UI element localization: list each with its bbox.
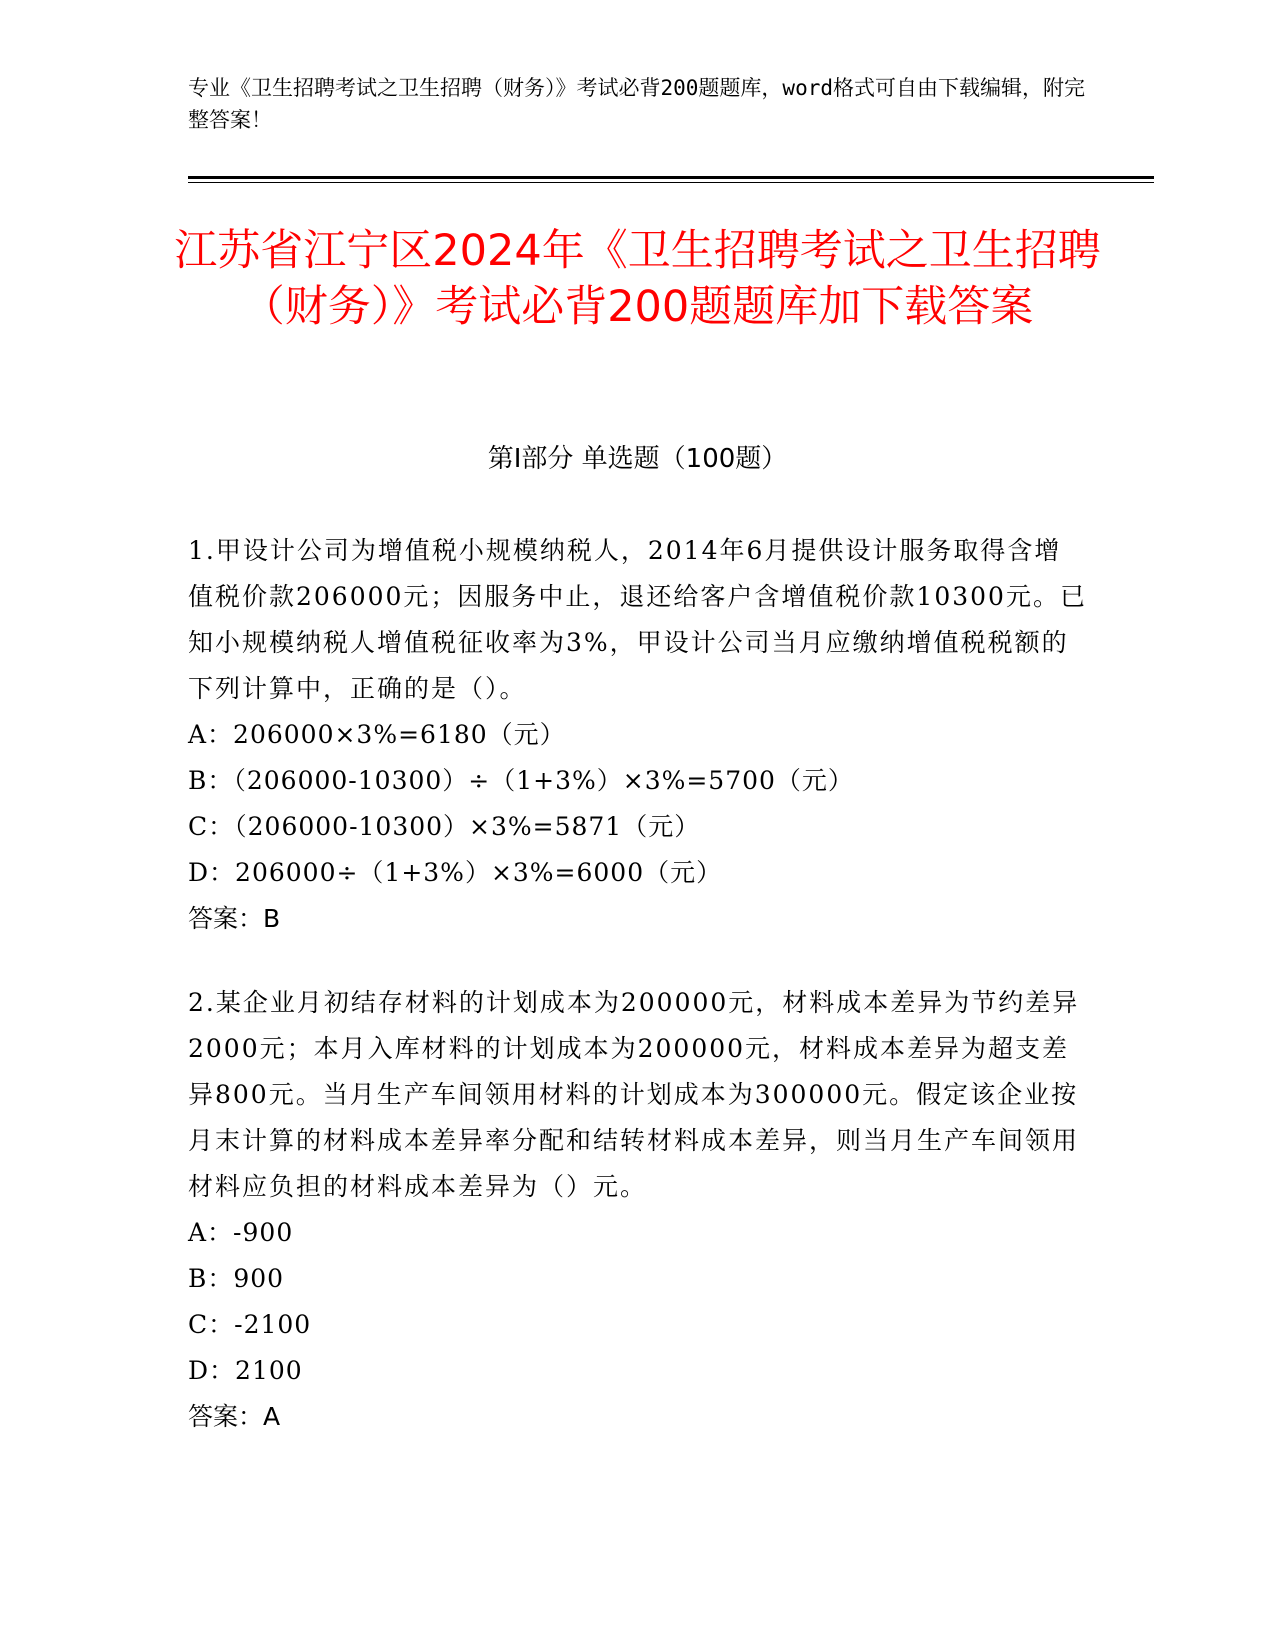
header-note: 专业《卫生招聘考试之卫生招聘（财务）》考试必背200题题库，word格式可自由下载编辑，附完整答案！ [188, 76, 1085, 132]
option-a: A：-900 [188, 1218, 294, 1247]
section-heading: 第I部分 单选题（100题） [487, 444, 788, 474]
question-stem: 1.甲设计公司为增值税小规模纳税人，2014年6月提供设计服务取得含增值税价款206000元；因服务中止，退还给客户含增值税价款10300元。已知小规模纳税人增值税征收率为3%，甲设计公司当月应缴纳增值税税额的下列计算中，正确的是（）。 [188, 536, 1087, 703]
option-c: C：-2100 [188, 1310, 312, 1339]
option-b: B：（206000-10300）÷（1+3%）×3%=5700（元） [188, 766, 854, 795]
option-d: D：206000÷（1+3%）×3%=6000（元） [188, 858, 723, 887]
question-2 [188, 980, 1088, 1440]
answer: 答案：B [188, 904, 281, 933]
header-divider [188, 176, 1154, 179]
answer: 答案：A [188, 1402, 281, 1431]
option-a: A：206000×3%=6180（元） [188, 720, 566, 749]
option-d: D：2100 [188, 1356, 303, 1385]
document-title: 江苏省江宁区2024年《卫生招聘考试之卫生招聘（财务）》考试必背200题题库加下载答案 [174, 226, 1101, 332]
option-b: B：900 [188, 1264, 285, 1293]
question-stem: 2.某企业月初结存材料的计划成本为200000元，材料成本差异为节约差异2000元；本月入库材料的计划成本为200000元，材料成本差异为超支差异800元。当月生产车间领用材料的计划成本为300000元。假定该企业按月末计算的材料成本差异率分配和结转材料成本差异，则当月生产车间领用材料应负担的材料成本差异为（）元。 [188, 988, 1080, 1201]
header-divider-thin [188, 182, 1154, 183]
option-c: C：（206000-10300）×3%=5871（元） [188, 812, 701, 841]
question-1 [188, 528, 1088, 942]
